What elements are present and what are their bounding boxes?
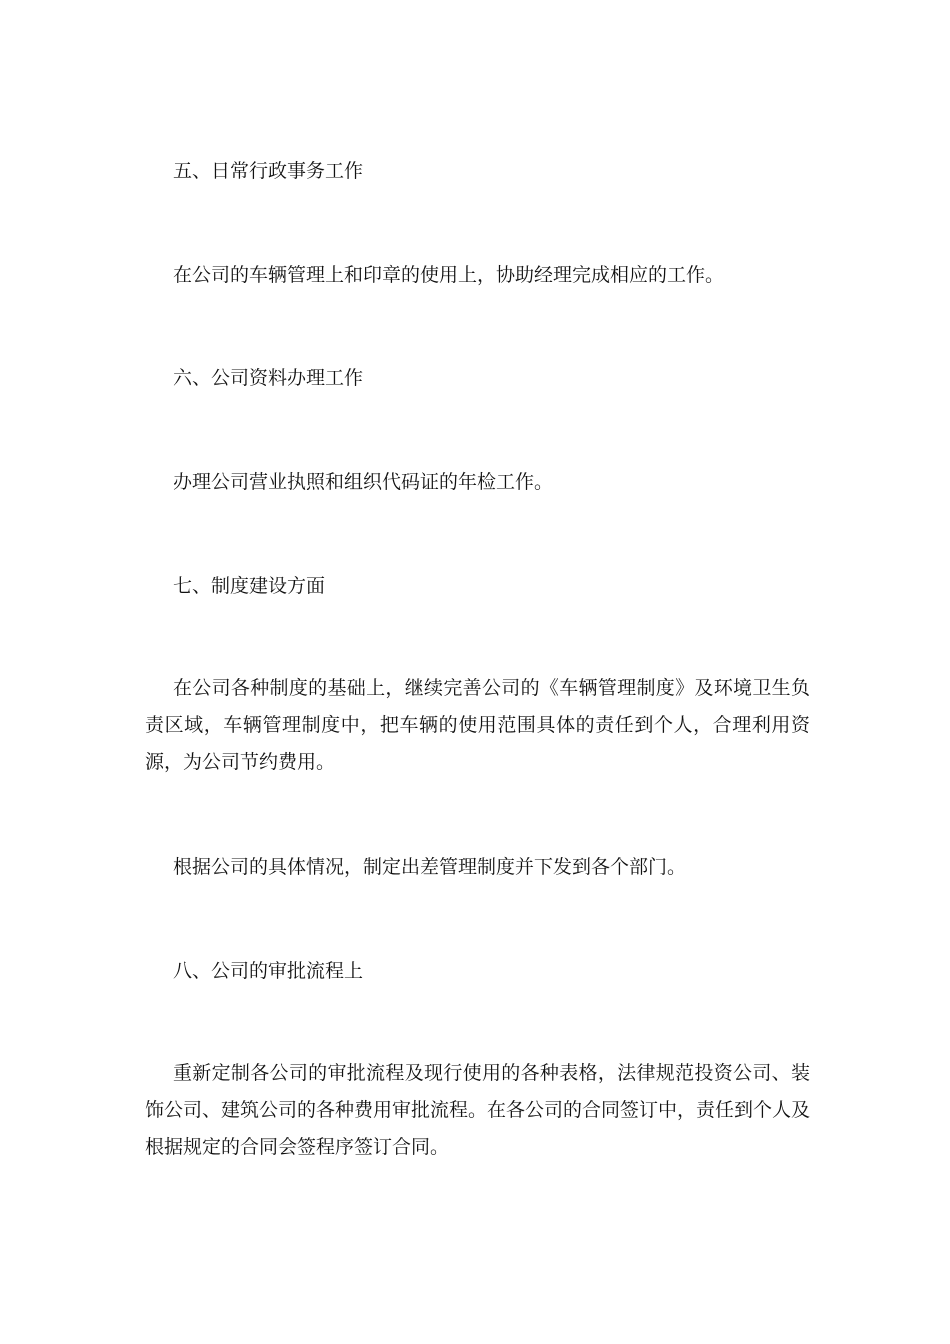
section-heading-6: 六、公司资料办理工作 [173, 367, 364, 389]
section-5-paragraph-1: 在公司的车辆管理上和印章的使用上，协助经理完成相应的工作。 [173, 264, 725, 286]
section-7-paragraph-1: 在公司各种制度的基础上，继续完善公司的《车辆管理制度》及环境卫生负责区域，车辆管理制度中，把车辆的使用范围具体的责任到个人，合理利用资源，为公司节约费用。 [145, 677, 810, 773]
section-7-paragraph-2: 根据公司的具体情况，制定出差管理制度并下发到各个部门。 [173, 856, 687, 878]
section-heading-5: 五、日常行政事务工作 [173, 160, 364, 182]
section-8-paragraph-1: 重新定制各公司的审批流程及现行使用的各种表格，法律规范投资公司、装饰公司、建筑公司的各种费用审批流程。在各公司的合同签订中，责任到个人及根据规定的合同会签程序签订合同。 [145, 1062, 811, 1158]
section-heading-7: 七、制度建设方面 [173, 575, 326, 597]
section-heading-8: 八、公司的审批流程上 [173, 960, 364, 982]
section-6-paragraph-1: 办理公司营业执照和组织代码证的年检工作。 [173, 471, 554, 493]
